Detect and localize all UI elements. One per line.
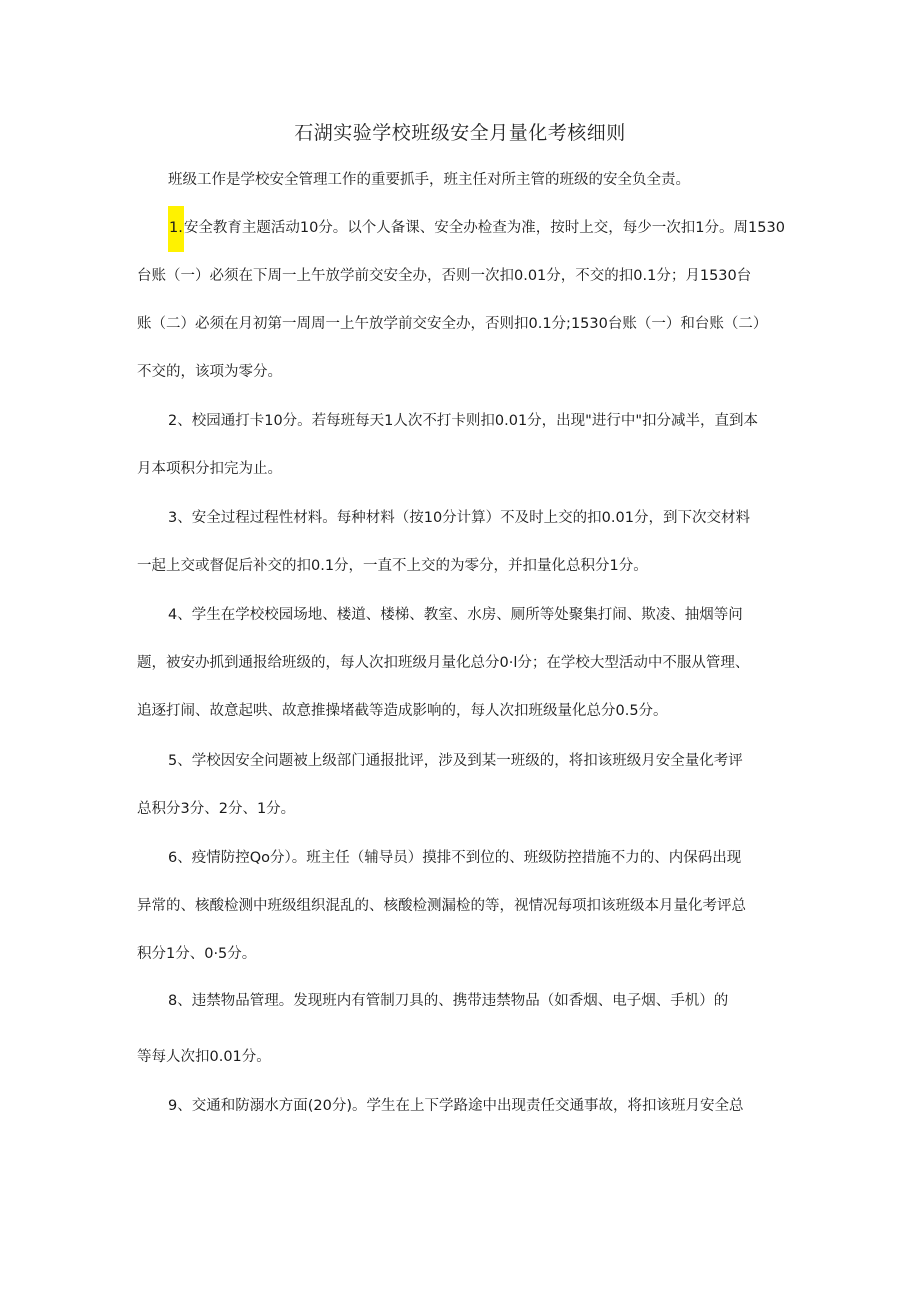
rule-item-1-line-4: 不交的，该项为零分。 (137, 364, 282, 380)
rule-item-6-line-3: 积分1分、0·5分。 (137, 946, 257, 962)
rule-item-3-line-2: 一起上交或督促后补交的扣0.1分，一直不上交的为零分，并扣量化总积分1分。 (137, 558, 648, 574)
rule-item-4 (137, 591, 787, 735)
rule-item-8-line-1: 8、违禁物品管理。发现班内有管制刀具的、携带违禁物品（如香烟、电子烟、手机）的 (168, 993, 729, 1009)
rule-item-5-line-1: 5、学校因安全问题被上级部门通报批评，涉及到某一班级的，将扣该班级月安全量化考评 (168, 753, 743, 769)
intro-line: 班级工作是学校安全管理工作的重要抓手，班主任对所主管的班级的安全负全责。 (168, 172, 690, 188)
rule-item-3-line-1: 3、安全过程过程性材料。每种材料（按10分计算）不及时上交的扣0.01分，到下次交材料 (168, 510, 750, 526)
item-number-highlight: 1. (168, 206, 184, 252)
rule-item-6-line-2: 异常的、核酸检测中班级组织混乱的、核酸检测漏检的等，视情况每项扣该班级本月量化考评总 (137, 898, 746, 914)
rule-item-8-line-2: 等每人次扣0.01分。 (137, 1049, 271, 1065)
rule-item-6-line-1: 6、疫情防控Qo分）。班主任（辅导员）摸排不到位的、班级防控措施不力的、内保码出现 (168, 850, 742, 866)
rule-item-4-line-2: 题，被安办抓到通报给班级的，每人次扣班级月量化总分0·l分；在学校大型活动中不服从管理、 (137, 655, 750, 671)
rule-item-1-line-1 (137, 204, 787, 252)
rule-item-6 (137, 834, 787, 978)
rule-item-9-line-1: 9、交通和防溺水方面(20分)。学生在上下学路途中出现责任交通事故，将扣该班月安全总 (168, 1098, 744, 1114)
rule-item-5 (137, 737, 787, 833)
rule-item-1-line-1-text: 安全教育主题活动10分。以个人备课、安全办检查为准，按时上交，每少一次扣1分。周1530 (183, 220, 785, 236)
rule-item-9 (137, 1082, 787, 1130)
rule-item-2-line-1: 2、校园通打卡10分。若每班每天1人次不打卡则扣0.01分，出现"进行中"扣分减半，直到本 (168, 413, 759, 429)
rule-item-2 (137, 397, 787, 493)
intro-paragraph (137, 156, 787, 204)
rule-item-2-line-2: 月本项积分扣完为止。 (137, 461, 282, 477)
rule-item-5-line-2: 总积分3分、2分、1分。 (137, 801, 296, 817)
rule-item-1 (137, 204, 787, 396)
rule-item-3 (137, 494, 787, 590)
rule-item-1-line-3: 账（二）必须在月初第一周周一上午放学前交安全办，否则扣0.1分;1530台账（一）和台账（二） (137, 316, 768, 332)
rule-item-4-line-3: 追逐打闹、故意起哄、故意推操堵截等造成影响的，每人次扣班级量化总分0.5分。 (137, 703, 668, 719)
rule-item-8 (137, 977, 787, 1081)
document-title: 石湖实验学校班级安全月量化考核细则 (294, 122, 626, 144)
rule-item-4-line-1: 4、学生在学校校园场地、楼道、楼梯、教室、水房、厕所等处聚集打闹、欺凌、抽烟等问 (168, 607, 743, 623)
rule-item-1-line-2: 台账（一）必须在下周一上午放学前交安全办，否则一次扣0.01分，不交的扣0.1分；月1530台 (137, 268, 752, 284)
